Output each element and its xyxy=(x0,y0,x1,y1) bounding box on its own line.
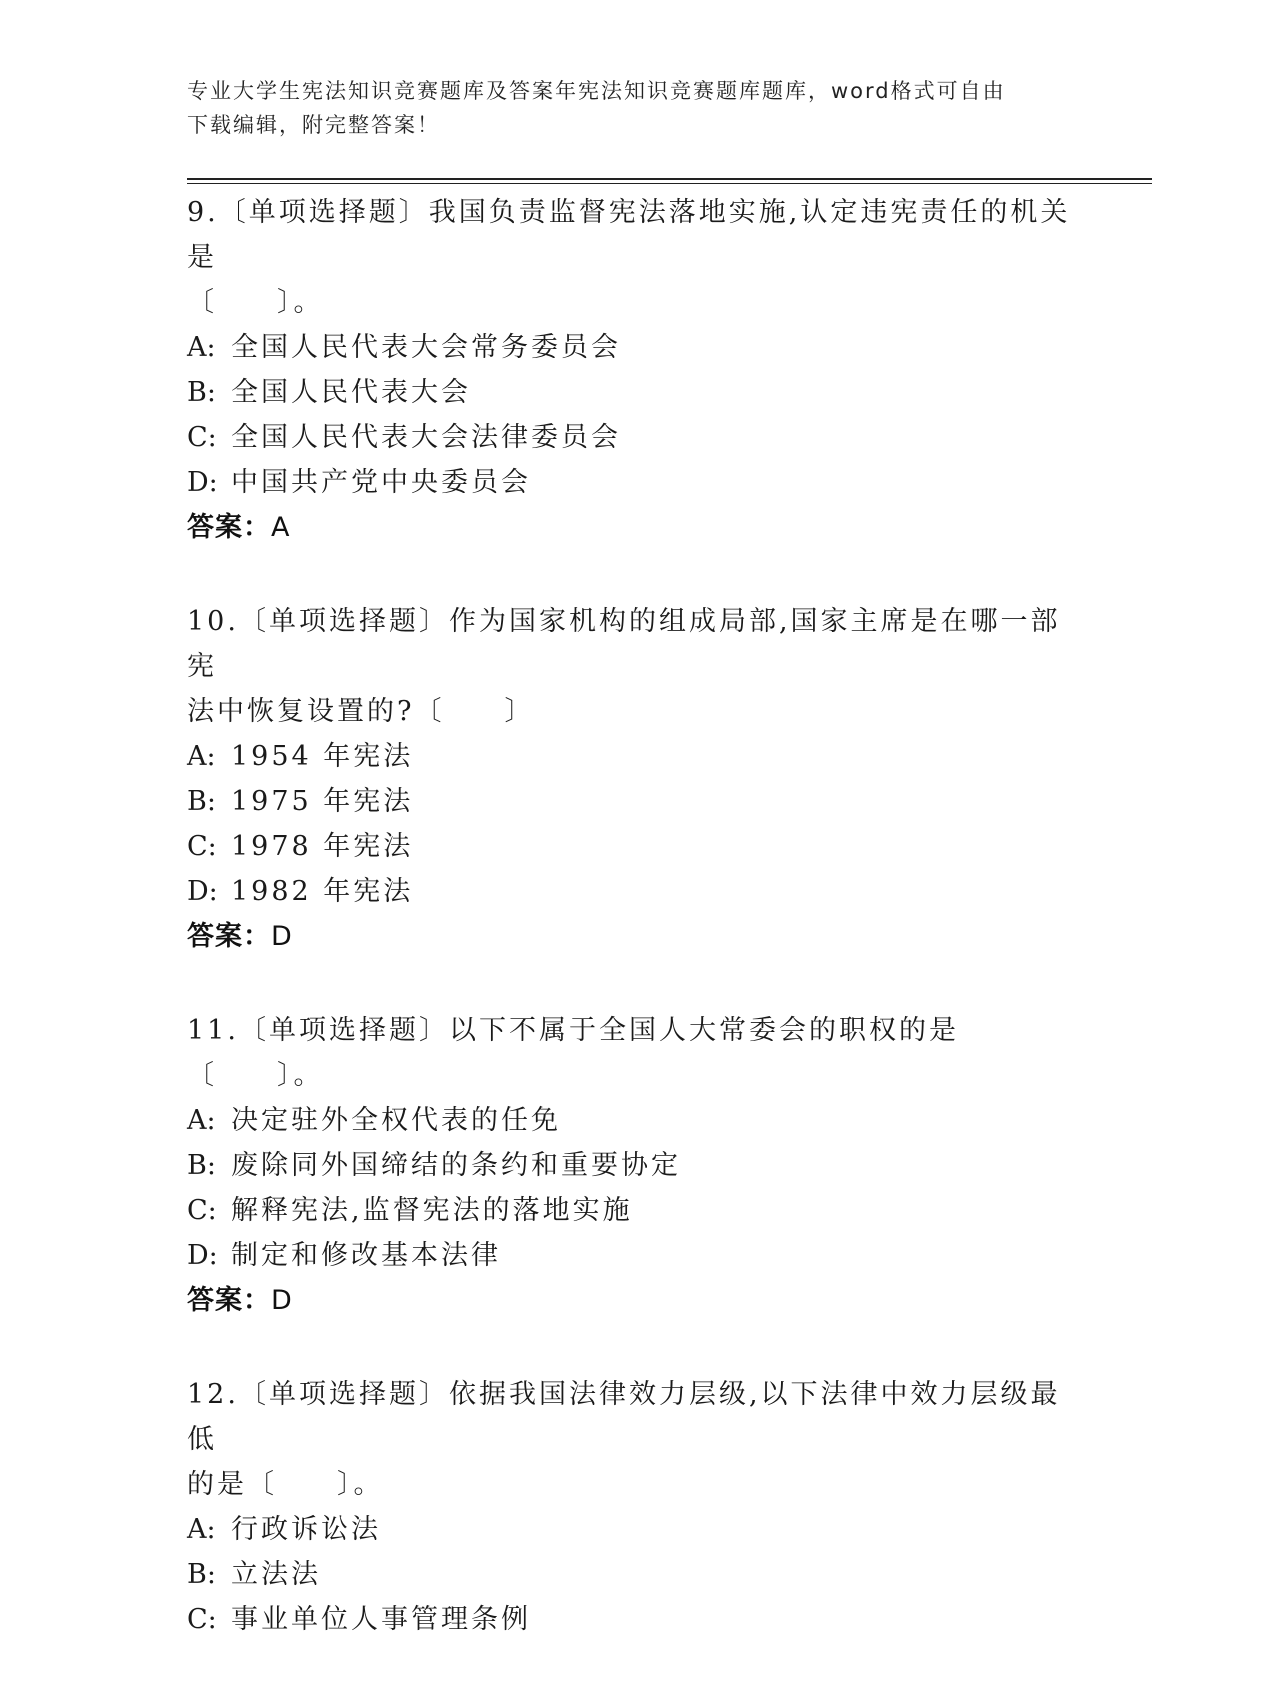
option-letter: B: xyxy=(187,786,216,817)
option-text: 1982 年宪法 xyxy=(231,876,414,907)
answer-value: D xyxy=(271,1285,293,1316)
option-a xyxy=(187,325,1087,370)
question-text-line-2: 〔 〕。 xyxy=(187,287,324,318)
question-text-line-1: 〔单项选择题〕依据我国法律效力层级,以下法律中效力层级最低 xyxy=(187,1379,1061,1455)
option-letter: C: xyxy=(187,422,217,453)
header-line-2: 下载编辑，附完整答案！ xyxy=(187,113,440,137)
question-9 xyxy=(187,190,1087,550)
option-text: 制定和修改基本法律 xyxy=(231,1240,501,1271)
option-text: 全国人民代表大会常务委员会 xyxy=(231,332,621,363)
option-letter: D: xyxy=(187,467,218,498)
question-number: 12. xyxy=(187,1379,239,1410)
option-letter: D: xyxy=(187,1240,218,1271)
option-c xyxy=(187,1597,1087,1642)
header-divider-thick xyxy=(187,178,1152,180)
question-10 xyxy=(187,599,1087,959)
answer-label: 答案： xyxy=(187,1285,271,1316)
option-text: 事业单位人事管理条例 xyxy=(231,1604,531,1635)
option-a xyxy=(187,734,1087,779)
question-number: 9. xyxy=(187,197,219,228)
option-b xyxy=(187,779,1087,824)
question-text-line-1: 〔单项选择题〕作为国家机构的组成局部,国家主席是在哪一部宪 xyxy=(187,606,1061,682)
answer-value: A xyxy=(271,512,291,543)
option-text: 中国共产党中央委员会 xyxy=(231,467,531,498)
question-text-line-1: 〔单项选择题〕以下不属于全国人大常委会的职权的是〔 〕。 xyxy=(187,1015,959,1091)
option-letter: D: xyxy=(187,876,218,907)
answer-line xyxy=(187,914,1087,959)
question-list xyxy=(187,190,1087,1691)
option-text: 1954 年宪法 xyxy=(231,741,414,772)
option-letter: A: xyxy=(187,332,216,363)
option-text: 全国人民代表大会法律委员会 xyxy=(231,422,621,453)
option-text: 1975 年宪法 xyxy=(231,786,414,817)
answer-line xyxy=(187,505,1087,550)
question-text-line-2: 的是〔 〕。 xyxy=(187,1469,384,1500)
option-d xyxy=(187,869,1087,914)
header-line-1: 专业大学生宪法知识竞赛题库及答案年宪法知识竞赛题库题库，word格式可自由 xyxy=(187,79,1006,103)
question-text xyxy=(187,1008,1087,1098)
question-text xyxy=(187,599,1087,689)
answer-value: D xyxy=(271,921,293,952)
option-c xyxy=(187,1188,1087,1233)
option-b xyxy=(187,1143,1087,1188)
header-divider-thin xyxy=(187,183,1152,184)
question-text-line-2: 法中恢复设置的?〔 〕 xyxy=(187,696,535,727)
option-d xyxy=(187,460,1087,505)
question-number: 11. xyxy=(187,1015,239,1046)
option-text: 1978 年宪法 xyxy=(231,831,414,862)
document-header xyxy=(187,74,1067,142)
option-letter: B: xyxy=(187,377,216,408)
option-letter: A: xyxy=(187,741,216,772)
answer-label: 答案： xyxy=(187,512,271,543)
option-text: 行政诉讼法 xyxy=(231,1514,381,1545)
option-letter: C: xyxy=(187,1604,217,1635)
question-12 xyxy=(187,1372,1087,1642)
option-text: 全国人民代表大会 xyxy=(231,377,471,408)
question-text xyxy=(187,190,1087,280)
question-text xyxy=(187,1372,1087,1462)
option-a xyxy=(187,1098,1087,1143)
option-b xyxy=(187,1552,1087,1597)
option-d xyxy=(187,1233,1087,1278)
option-text: 废除同外国缔结的条约和重要协定 xyxy=(231,1150,681,1181)
option-c xyxy=(187,824,1087,869)
option-a xyxy=(187,1507,1087,1552)
answer-label: 答案： xyxy=(187,921,271,952)
option-letter: A: xyxy=(187,1514,216,1545)
question-number: 10. xyxy=(187,606,239,637)
option-letter: B: xyxy=(187,1150,216,1181)
option-text: 决定驻外全权代表的任免 xyxy=(231,1105,561,1136)
option-letter: C: xyxy=(187,1195,217,1226)
option-text: 立法法 xyxy=(231,1559,321,1590)
option-letter: C: xyxy=(187,831,217,862)
option-text: 解释宪法,监督宪法的落地实施 xyxy=(231,1195,633,1226)
question-11 xyxy=(187,1008,1087,1323)
option-c xyxy=(187,415,1087,460)
answer-line xyxy=(187,1278,1087,1323)
option-letter: B: xyxy=(187,1559,216,1590)
option-b xyxy=(187,370,1087,415)
option-letter: A: xyxy=(187,1105,216,1136)
question-text-line-1: 〔单项选择题〕我国负责监督宪法落地实施,认定违宪责任的机关是 xyxy=(187,197,1071,273)
